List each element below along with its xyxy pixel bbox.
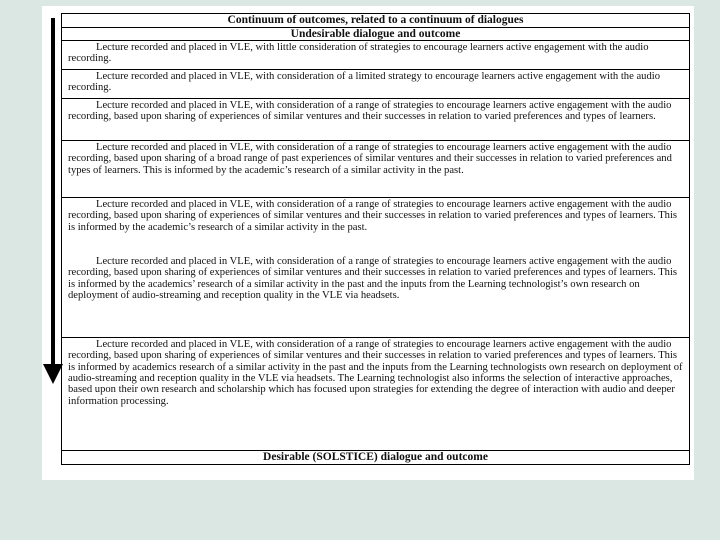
desirable-label: Desirable (SOLSTICE) dialogue and outcome: [62, 451, 689, 465]
table-row: Lecture recorded and placed in VLE, with consideration of a range of strategies to encourage learners active engagement with the audio recording, based upon sharing of a broad range of past experiences of similar ventures and their successes in relation to varied preferences and types of learners. This is informed by the academic’s research of a similar activity in the past.: [62, 141, 689, 198]
table-row: Lecture recorded and placed in VLE, with consideration of a range of strategies to encourage learners active engagement with the audio recording, based upon sharing of experiences of similar ventures and their successes in relation to varied preferences and types of learners. This is informed by the academic’s research of a similar activity in the past.: [68, 199, 678, 233]
undesirable-label: Undesirable dialogue and outcome: [62, 28, 689, 42]
continuum-table: [61, 13, 690, 465]
table-row: Lecture recorded and placed in VLE, with consideration of a range of strategies to encourage learners active engagement with the audio recording, based upon sharing of experiences of similar ventures and their successes in relation to varied preferences and types of learners. This is informed by the academics’ research of a similar activity in the past and the inputs from the Learning technologist’s own research on deployment of audio-streaming and reception quality in the VLE via headsets.: [62, 255, 689, 338]
table-row: Lecture recorded and placed in VLE, with consideration of a limited strategy to encourage learners active engagement with the audio recording.: [62, 70, 689, 99]
continuum-arrow-shaft: [51, 18, 55, 366]
table-title: Continuum of outcomes, related to a continuum of dialogues: [62, 14, 689, 28]
table-row: Lecture recorded and placed in VLE, with consideration of a range of strategies to encourage learners active engagement with the audio recording, based upon sharing of experiences of similar ventures and their successes in relation to varied preferences and types of learners.: [62, 99, 689, 141]
table-row: Lecture recorded and placed in VLE, with consideration of a range of strategies to encourage learners active engagement with the audio recording, based upon sharing of experiences of similar ventures and their successes in relation to varied preferences and types of learners. This is informed by academics research of a similar activity in the past and the inputs from the Learning technologists own research on deployment of audio-streaming and reception quality in the VLE via headsets. The Learning technologist also informs the selection of interactive approaches, based upon their own research and scholarship which has focused upon strategies for extending the degree of interaction with audio and deeper information processing.: [62, 338, 689, 451]
down-arrow-icon: [43, 364, 63, 384]
table-row: Lecture recorded and placed in VLE, with little consideration of strategies to encourage learners active engagement with the audio recording.: [62, 41, 689, 70]
